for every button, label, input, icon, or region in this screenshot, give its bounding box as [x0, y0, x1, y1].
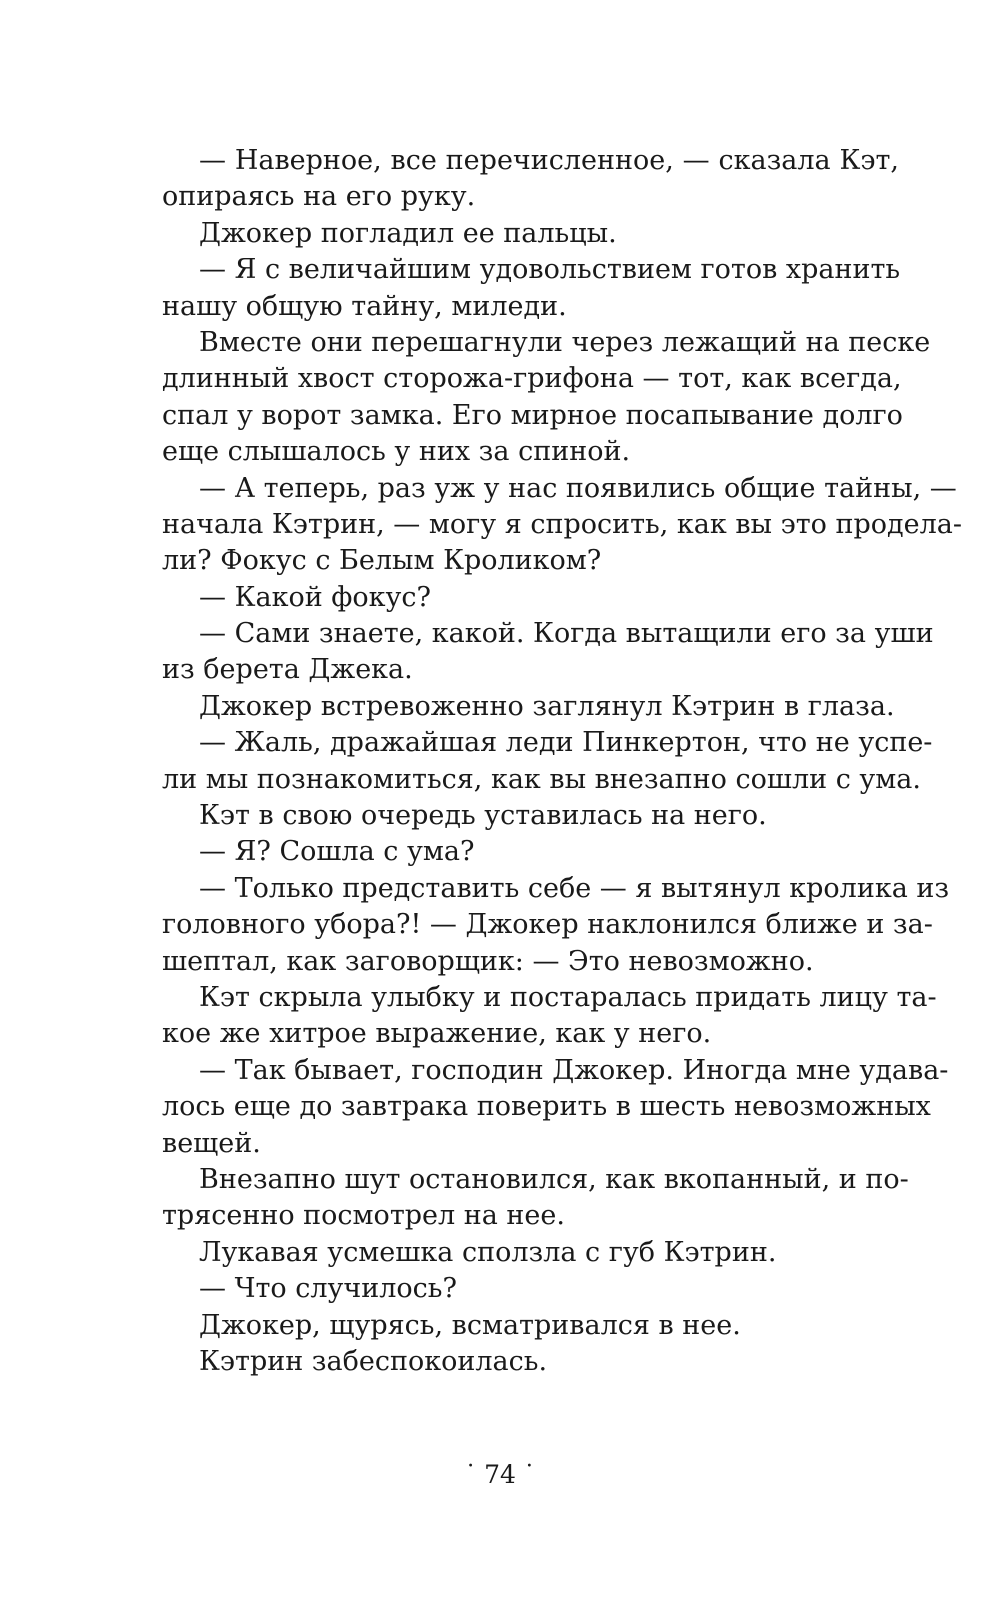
- text-line: шептал, как заговорщик: — Это невозможно.: [162, 945, 814, 977]
- text-line: — Я с величайшим удовольствием готов хранить: [199, 254, 901, 286]
- paragraph: [162, 471, 963, 580]
- page-footer: [0, 1454, 1000, 1489]
- text-line: — Наверное, все перечисленное, — сказала Кэт,: [199, 145, 899, 176]
- text-line: — Я? Сошла с ума?: [199, 836, 475, 868]
- page-number-left-dot: ·: [467, 1454, 475, 1479]
- text-line: Джокер, щурясь, всматривался в нее.: [199, 1309, 741, 1341]
- paragraph: [162, 580, 899, 616]
- text-line: Джокер встревоженно заглянул Кэтрин в глаза.: [199, 690, 895, 722]
- text-line: спал у ворот замка. Его мирное посапывание долго: [162, 399, 903, 431]
- text-line: ли? Фокус с Белым Кроликом?: [162, 545, 602, 577]
- text-line: ли мы познакомиться, как вы внезапно сошли с ума.: [162, 763, 921, 795]
- paragraph: [162, 252, 899, 325]
- paragraph: [162, 1053, 949, 1162]
- text-line: еще слышалось у них за спиной.: [162, 436, 631, 468]
- text-line: из берета Джека.: [162, 654, 413, 686]
- text-line: опираясь на его руку.: [162, 181, 476, 213]
- paragraph: [162, 798, 899, 834]
- text-line: кое же хитрое выражение, как у него.: [162, 1018, 712, 1050]
- text-line: головного убора?! — Джокер наклонился ближе и за-: [162, 909, 933, 941]
- paragraph: [162, 834, 899, 870]
- text-line: длинный хвост сторожа-грифона — тот, как всегда,: [162, 363, 902, 395]
- paragraph: [162, 689, 899, 725]
- text-line: — Жаль, дражайшая леди Пинкертон, что не успе-: [199, 727, 933, 759]
- paragraph: [162, 143, 899, 216]
- paragraph: [162, 616, 934, 689]
- text-line: — Сами знаете, какой. Когда вытащили его за уши: [199, 618, 934, 650]
- text-line: начала Кэтрин, — могу я спросить, как вы это продела-: [162, 508, 963, 540]
- paragraph: [162, 980, 937, 1053]
- text-line: Кэт скрыла улыбку и постаралась придать лицу та-: [199, 981, 937, 1013]
- paragraph: [162, 725, 933, 798]
- text-line: нашу общую тайну, миледи.: [162, 290, 567, 322]
- text-line: Внезапно шут остановился, как вкопанный, и по-: [199, 1163, 909, 1195]
- body-text: [162, 143, 963, 1380]
- page-number-right-dot: ·: [525, 1454, 533, 1479]
- page-number: 74: [484, 1460, 516, 1489]
- paragraph: [162, 1344, 899, 1380]
- text-line: — А теперь, раз уж у нас появились общие тайны, —: [199, 472, 957, 504]
- paragraph: [162, 1235, 899, 1271]
- paragraph: [162, 325, 931, 471]
- paragraph: [162, 1308, 899, 1344]
- text-line: трясенно посмотрел на нее.: [162, 1200, 565, 1232]
- paragraph: [162, 871, 950, 980]
- text-line: — Какой фокус?: [199, 581, 432, 613]
- text-line: Кэтрин забеспокоилась.: [199, 1345, 548, 1377]
- text-line: — Так бывает, господин Джокер. Иногда мне удава-: [199, 1054, 949, 1086]
- text-line: — Что случилось?: [199, 1273, 457, 1305]
- text-line: вещей.: [162, 1127, 261, 1159]
- paragraph: [162, 1162, 909, 1235]
- text-line: Джокер погладил ее пальцы.: [199, 217, 617, 249]
- text-line: лось еще до завтрака поверить в шесть невозможных: [162, 1091, 931, 1123]
- text-line: Кэт в свою очередь уставилась на него.: [199, 800, 767, 832]
- paragraph: [162, 216, 899, 252]
- text-line: Вместе они перешагнули через лежащий на песке: [199, 326, 931, 358]
- text-line: Лукавая усмешка сползла с губ Кэтрин.: [199, 1236, 777, 1268]
- text-line: — Только представить себе — я вытянул кролика из: [199, 872, 950, 904]
- paragraph: [162, 1271, 899, 1307]
